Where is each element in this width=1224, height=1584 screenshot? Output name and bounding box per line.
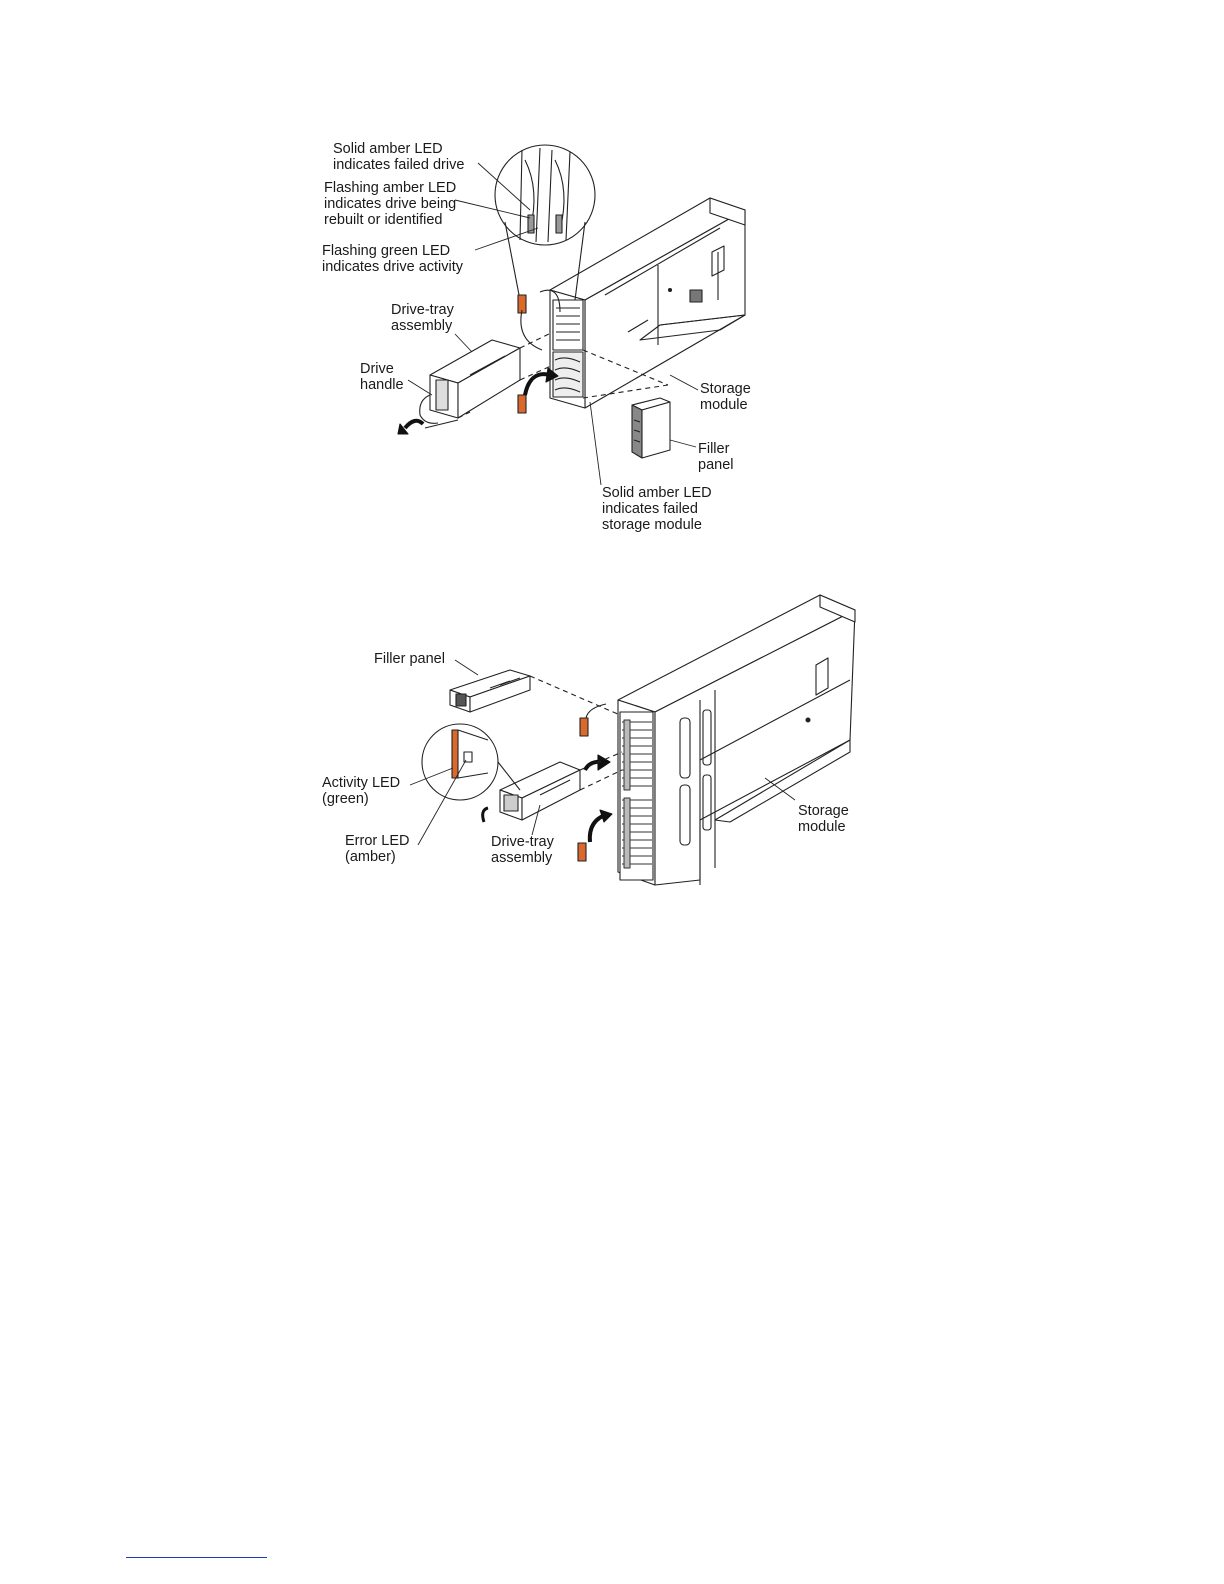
- text-line: module: [798, 819, 846, 835]
- text-line: panel: [698, 457, 734, 473]
- text-line: assembly: [491, 850, 553, 866]
- storage-module-2: [618, 595, 855, 885]
- text-line: indicates drive being: [324, 196, 457, 212]
- footer-rule: [126, 1557, 267, 1558]
- label-error-led: [345, 833, 409, 865]
- text-line: Drive-tray: [391, 302, 454, 318]
- text-line: module: [700, 397, 748, 413]
- label-filler-panel-2: [374, 651, 445, 667]
- text-line: Drive-tray: [491, 834, 554, 850]
- text-line: storage module: [602, 517, 702, 533]
- label-drive-tray-assembly-2: [491, 834, 554, 866]
- text-line: Activity LED: [322, 775, 401, 791]
- module-handles-2: [578, 704, 612, 861]
- text-line: Filler: [698, 441, 730, 457]
- text-line: Flashing amber LED: [324, 180, 457, 196]
- label-storage-module-2: [798, 803, 849, 835]
- text-line: indicates drive activity: [322, 259, 464, 275]
- text-line: Filler panel: [374, 651, 445, 667]
- text-line: indicates failed: [602, 501, 698, 517]
- text-line: handle: [360, 377, 404, 393]
- text-line: (amber): [345, 849, 396, 865]
- text-line: rebuilt or identified: [324, 212, 443, 228]
- text-line: assembly: [391, 318, 453, 334]
- text-line: Solid amber LED: [602, 485, 712, 501]
- text-line: Solid amber LED: [333, 141, 443, 157]
- text-line: Storage: [700, 381, 751, 397]
- text-line: indicates failed drive: [333, 157, 465, 173]
- label-activity-led: [322, 775, 400, 807]
- filler-panel-2: [450, 670, 530, 712]
- text-line: Flashing green LED: [322, 243, 451, 259]
- text-line: Error LED: [345, 833, 410, 849]
- text-line: Storage: [798, 803, 849, 819]
- text-line: Drive: [360, 361, 394, 377]
- text-line: (green): [322, 791, 369, 807]
